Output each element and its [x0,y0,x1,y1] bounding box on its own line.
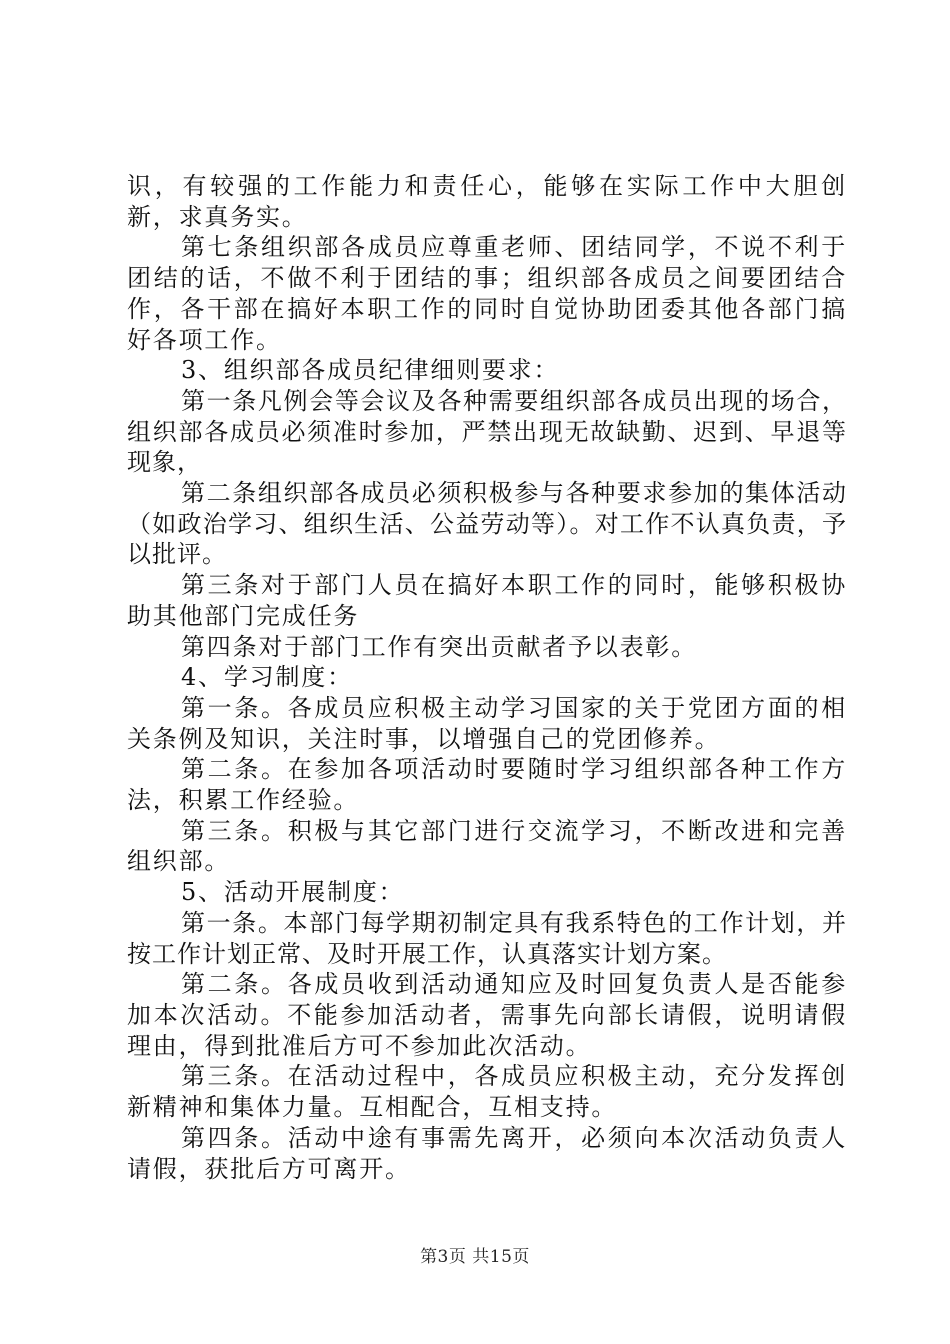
paragraph: 第七条组织部各成员应尊重老师、团结同学，不说不利于团结的话，不做不利于团结的事；组织部各成员之间要团结合作，各干部在搞好本职工作的同时自觉协助团委其他各部门搞好各项工作。 [127,233,847,354]
paragraph: 第四条对于部门工作有突出贡献者予以表彰。 [181,632,697,661]
paragraph: 第一条凡例会等会议及各种需要组织部各成员出现的场合，组织部各成员必须准时参加，严禁出现无故缺勤、迟到、早退等现象， [127,386,847,477]
page-number-footer: 第3页 共15页 [420,1247,530,1267]
paragraph: 第一条。各成员应积极主动学习国家的关于党团方面的相关条例及知识，关注时事，以增强自己的党团修养。 [127,693,847,753]
paragraph: 第三条对于部门人员在搞好本职工作的同时，能够积极协助其他部门完成任务 [127,571,847,630]
paragraph: 第二条组织部各成员必须积极参与各种要求参加的集体活动（如政治学习、组织生活、公益劳动等）。对工作不认真负责，予以批评。 [127,479,847,569]
section-heading: 4、学习制度： [181,663,353,692]
section-heading: 5、活动开展制度： [181,878,405,907]
paragraph: 第三条。在活动过程中，各成员应积极主动，充分发挥创新精神和集体力量。互相配合，互相支持。 [127,1062,847,1122]
paragraph: 第四条。活动中途有事需先离开，必须向本次活动负责人请假，获批后方可离开。 [127,1123,847,1183]
document-body [127,171,847,1184]
paragraph: 第二条。在参加各项活动时要随时学习组织部各种工作方法，积累工作经验。 [127,755,847,815]
paragraph: 第一条。本部门每学期初制定具有我系特色的工作计划，并按工作计划正常、及时开展工作，认真落实计划方案。 [127,908,847,968]
paragraph: 第三条。积极与其它部门进行交流学习，不断改进和完善组织部。 [127,816,847,876]
paragraph: 第二条。各成员收到活动通知应及时回复负责人是否能参加本次活动。不能参加活动者，需事先向部长请假，说明请假理由，得到批准后方可不参加此次活动。 [127,970,847,1060]
section-heading: 3、组织部各成员纪律细则要求： [181,356,560,385]
paragraph: 识，有较强的工作能力和责任心，能够在实际工作中大胆创新，求真务实。 [127,172,847,231]
